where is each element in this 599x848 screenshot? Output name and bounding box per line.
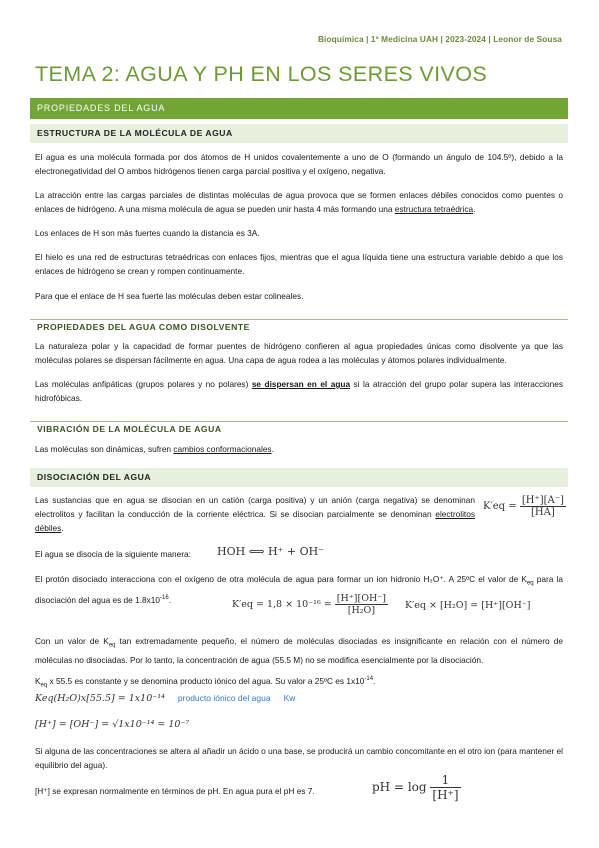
text: La atracción entre las cargas parciales de distintas moléculas de agua provoca que se formen enlaces débiles conocidos como puentes o enlaces de hidrógeno. A una misma molécula de agua se pueden unir hasta 4 más formando una xyxy=(35,190,563,214)
equation-keq-value xyxy=(232,593,388,616)
paragraph-estructura-3: Los enlaces de H son más fuertes cuando la distancia es 3A. xyxy=(35,228,260,238)
superscript: -14 xyxy=(364,676,374,682)
subheading-estructura: ESTRUCTURA DE LA MOLÉCULA DE AGUA xyxy=(30,124,568,143)
text: . xyxy=(168,594,171,605)
text: K xyxy=(35,675,41,686)
subscript: eq xyxy=(108,642,116,649)
paragraph-estructura-1: El agua es una molécula formada por dos átomos de H unidos covalentemente a uno de O (formando un ángulo de 104.5º), debido a la electronegatividad del O ambos hidrógenos tienen carga parcial positiva y el oxígeno, negativa. xyxy=(35,152,563,176)
text: . xyxy=(373,675,376,686)
underlined-term: estructura tetraédrica xyxy=(394,204,474,214)
numerator: [H⁺][OH⁻] xyxy=(336,593,387,604)
subscript: eq xyxy=(40,682,48,689)
text: . xyxy=(271,444,274,454)
page-title: TEMA 2: AGUA Y PH EN LOS SERES VIVOS xyxy=(35,62,488,86)
subheading-vibracion xyxy=(30,421,568,434)
annotation-kw: Kw xyxy=(283,693,296,703)
paragraph-vibracion xyxy=(35,442,563,456)
equation-lhs: K′eq = 1,8 × 10⁻¹⁶ = xyxy=(232,599,332,610)
superscript: -16 xyxy=(160,594,169,601)
text: . xyxy=(473,204,476,214)
paragraph-disociacion-5 xyxy=(35,672,563,692)
text: Las sustancias que en agua se disocian en un catión (carga positiva) y un anión (carga negativa) se denominan electrolitos y facilitan la conducción de la corriente eléctrica. Si se disocian parcialmente se denominan xyxy=(35,495,475,519)
equation-lhs: pH = log xyxy=(372,780,427,794)
subheading-disolvente xyxy=(30,319,568,332)
text: . xyxy=(61,523,64,533)
numerator: 1 xyxy=(430,773,460,788)
denominator: [HA] xyxy=(530,507,555,518)
equation-water-dissociation: HOH ⟺ H⁺ + OH⁻ xyxy=(217,545,324,558)
underlined-term: cambios conformacionales xyxy=(173,444,272,454)
divider xyxy=(30,421,568,422)
subheading-label: VIBRACIÓN DE LA MOLÉCULA DE AGUA xyxy=(37,424,222,434)
equation-lhs: K′eq = xyxy=(483,501,517,512)
paragraph-estructura-4: El hielo es una red de estructuras tetraédricas con enlaces fijos, mientras que el agua líquida tiene una estructura variable debido a que los enlaces de hidrógeno se crean y rompen continuamente. xyxy=(35,252,563,276)
fraction xyxy=(430,773,460,802)
paragraph-disolvente-1: La naturaleza polar y la capacidad de formar puentes de hidrógeno confieren al agua propiedades únicas como disolvente ya que las moléculas polares se dispersan fácilmente en agua. Una capa de agua rodea a las moléculas y átomos polares individualmente. xyxy=(35,341,563,365)
section-band-propiedades: PROPIEDADES DEL AGUA xyxy=(30,98,568,119)
paragraph-estructura-2 xyxy=(35,188,563,216)
paragraph-disociacion-6: Si alguna de las concentraciones se altera al añadir un ácido o una base, se producirá un cambio concomitante en el otro ion (para mantener el equilibrio del agua). xyxy=(35,746,563,770)
subheading-disociacion: DISOCIACIÓN DEL AGUA xyxy=(30,468,568,487)
fraction xyxy=(520,495,566,518)
text: para la disociación del agua es de 1.8x10 xyxy=(35,574,563,605)
denominator: [H⁺] xyxy=(432,788,459,802)
underlined-term: electrolitos débiles xyxy=(35,509,475,533)
paragraph-disociacion-7: [H⁺] se expresan normalmente en términos de pH. En agua pura el pH es 7. xyxy=(35,786,315,796)
paragraph-disociacion-2: El agua se disocia de la siguiente manera: xyxy=(35,549,191,559)
equation-text: Keq(H₂O)x[55.5] = 1x10⁻¹⁴ xyxy=(35,693,165,704)
text: x 55.5 es constante y se denomina producto iónico del agua. Su valor a 25ºC es 1x10 xyxy=(47,675,365,686)
equation-ph xyxy=(372,773,461,802)
text: tan extremadamente pequeño, el número de moléculas disociadas es insignificante en relación con el número de moléculas no disociadas. Por lo tanto, la concentración de agua (55.5 M) no se modifica esencialmente por la disociación. xyxy=(35,636,563,665)
page-header: Bioquímica | 1º Medicina UAH | 2023-2024 | Leonor de Sousa xyxy=(317,34,562,44)
paragraph-disociacion-4 xyxy=(35,634,563,667)
subheading-label: PROPIEDADES DEL AGUA COMO DISOLVENTE xyxy=(37,322,250,332)
fraction xyxy=(335,593,388,616)
equation-keq-ha xyxy=(483,495,566,518)
underlined-term: se dispersan en el agua xyxy=(251,379,351,389)
annotation-producto-ionico: producto iónico del agua xyxy=(177,693,271,703)
equation-keq-product: K′eq × [H₂O] = [H⁺][OH⁻] xyxy=(405,600,531,611)
equation-h-oh-concentration: [H⁺] = [OH⁻] = √1x10⁻¹⁴ = 10⁻⁷ xyxy=(35,719,190,730)
text: Las moléculas anfipáticas (grupos polares y no polares) xyxy=(35,379,252,389)
paragraph-disolvente-2 xyxy=(35,377,563,405)
text: Las moléculas son dinámicas, sufren xyxy=(35,444,174,454)
equation-ionic-product xyxy=(35,693,295,704)
text: si la atracción del grupo polar supera las interacciones hidrofóbicas. xyxy=(35,379,563,403)
paragraph-estructura-5: Para que el enlace de H sea fuerte las moléculas deben estar colineales. xyxy=(35,291,304,301)
subscript: eq xyxy=(526,580,534,587)
paragraph-disociacion-1 xyxy=(35,493,475,535)
divider xyxy=(30,319,568,320)
text: Con un valor de K xyxy=(35,636,109,646)
numerator: [H⁺][A⁻] xyxy=(521,495,564,506)
denominator: [H₂O] xyxy=(347,605,376,616)
text: El protón disociado interacciona con el oxígeno de otra molécula de agua para formar un ion hidronio H₃O⁺. A 25ºC el valor de K xyxy=(35,574,527,584)
